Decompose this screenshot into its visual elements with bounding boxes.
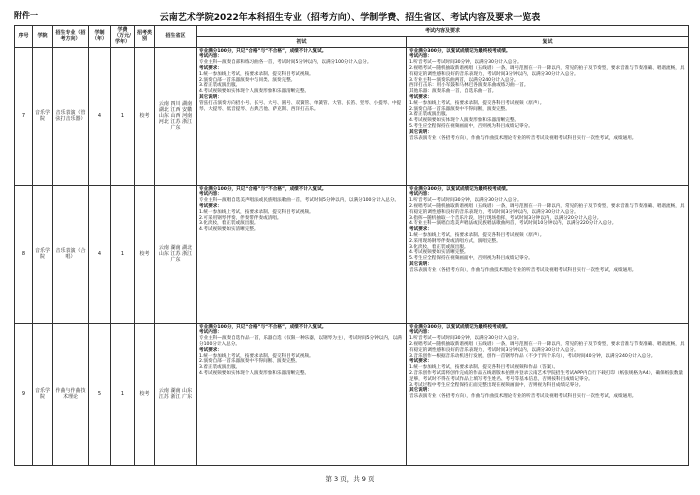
second-line: 3.化淡妆，着正装或演出服。 [409, 244, 469, 250]
row-fee: 1 [111, 47, 135, 185]
second-line: 5.考生应全程保持在视频画面中，否则视为科目成绩记零分。 [409, 123, 533, 129]
first-line: 3.着正装或演出服。 [199, 365, 241, 371]
second-line: 音乐表演专业（各招考方向），作曲与作曲技术理论专业的听音考试及视唱考试科目实行一次性考试，成绩通用。 [409, 394, 637, 400]
row-fee: 1 [111, 185, 135, 323]
first-line: 1.统一参加线上考试，按要求录制、提交科目考试视频。 [199, 71, 314, 77]
header-provinces: 招生省区 [155, 26, 197, 48]
second-line: 4.考试视频要如实清晰完整。 [409, 250, 469, 256]
second-line: 2.视唱考试—随机抽取新谱视唱（五线谱）一条，调号范围在一升一降以内，常见的拍子及节奏型，要求音准与节奏准确、唱谱流畅，具有稳定的调性感和良好的音乐表现力，考试时间3分钟以内，以满分30分计入总分。 [409, 204, 685, 215]
header-exam: 考试内容及要求 [197, 26, 689, 37]
attachment-label: 附件一 [14, 11, 38, 20]
row-duration: 4 [89, 47, 111, 185]
first-line: 1.统一参加线上考试，按要求录制、提交科目考试视频。 [199, 353, 314, 359]
second-line: 3.专业主科—演奏乐曲两首，以满分240分计入总分。 [409, 77, 519, 83]
first-line: 考试内容： [199, 192, 222, 198]
row-duration: 4 [89, 185, 111, 323]
second-line: 2.音乐创作考试需将创作完成的作品五线谱版本拍照并登录云南艺术学院招生考试APP内自行下载打印（纸张规格为A4），确保纸张数量足够，考试时不得在考试作品上填写考生姓名、考号等基本信息，否则按科目成绩记零分。 [409, 370, 684, 382]
second-line: 专业满分300分，以复试成绩记为最终校考成绩。 [409, 48, 511, 54]
header-category: 招考类别 [135, 26, 155, 48]
page-title: 云南艺术学院2022年本科招生专业（招考方向）、学制学费、招生省区、考试内容及要求一览表 [159, 13, 541, 23]
header-duration: 学制（年） [89, 26, 111, 48]
first-line: 其它说明： [199, 94, 222, 100]
second-line: 1.统一参加线上考试，按要求录制、提交各科目考试视频（原声）。 [409, 100, 545, 106]
row-first-content [197, 323, 407, 465]
admissions-table [14, 25, 689, 466]
row-category: 校考 [135, 185, 155, 323]
second-line: 2.视唱考试—随机抽取新谱视唱（五线谱）一条，调号范围在一升一降以内，常见的拍子及节奏型，要求音准与节奏准确、唱谱流畅，具有稳定的调性感和良好的音乐表现力，考试时间3分钟以内，以满分30分计入总分。 [409, 342, 685, 353]
row-major: 作曲与作曲技术理论 [53, 323, 89, 465]
row-provinces: 云南 湖南 湖北 山东 江苏 浙江 广东 [155, 185, 197, 323]
row-second-content [407, 47, 689, 185]
second-line: 考试要求： [409, 227, 432, 233]
second-line: 1.听音考试—考试时间30分钟，以满分30分计入总分。 [409, 198, 522, 204]
second-line: 2.演奏自部一首乐器演奏中不得间断，演奏完整。 [409, 106, 510, 112]
first-line: 1.统一参加线上考试，按要求录制、提交科目考试视频。 [199, 209, 314, 215]
second-line: 其它说明： [409, 129, 432, 135]
second-line: 其它说明： [409, 388, 432, 394]
row-seq: 8 [15, 185, 33, 323]
header-first: 初试 [197, 36, 407, 47]
table-row [15, 47, 689, 185]
row-seq: 7 [15, 47, 33, 185]
first-line: 专业满分100分，只记“合格”与“不合格”，成绩不计入复试。 [199, 324, 327, 330]
row-category: 校考 [135, 47, 155, 185]
first-line: 4.考试视频要如实体现个人演奏形象和乐器清晰完整。 [199, 370, 310, 376]
second-line: 3.着正装或演出服。 [409, 112, 451, 118]
header-fee: 学费（万元/学年） [111, 26, 135, 48]
first-line: 4.考试视频要如实体现个人演奏形象和乐器清晰完整。 [199, 89, 310, 95]
second-line: 考试内容： [409, 54, 432, 60]
first-line: 考试内容： [199, 330, 222, 336]
row-duration: 5 [89, 323, 111, 465]
first-line: 专业主科—演奏自部和练习曲各一首，考试时间5分钟以内，以满分100分计入总分。 [199, 60, 372, 66]
second-line: 3.音乐创作—根据音乐动机进行发展，创作一首钢琴作品（不少于四个乐句），考试时间40分钟，以满分240分计入总分。 [409, 353, 656, 359]
second-line: 其他乐器：演奏乐曲一首，自选乐曲一首。 [409, 89, 497, 95]
row-college: 音乐学院 [33, 185, 53, 323]
first-line: 专业满分100分，只记“合格”与“不合格”，成绩不计入复试。 [199, 48, 327, 54]
row-major: 音乐表演（管弦打击乐器） [53, 47, 89, 185]
first-line: 专业满分100分，只记“合格”与“不合格”，成绩不计入复试。 [199, 186, 327, 192]
row-provinces: 云南 四川 湖南 湖北 江西 安徽 山东 山西 河南 河北 江苏 浙江 广东 [155, 47, 197, 185]
header-seq: 序号 [15, 26, 33, 48]
row-category: 校考 [135, 323, 155, 465]
row-college: 音乐学院 [33, 323, 53, 465]
second-line: 专业满分300分，以复试成绩记为最终校考成绩。 [409, 324, 511, 330]
header-second: 复试 [407, 36, 689, 47]
second-line: 音乐表演专业（各招考方向），作曲与作曲技术理论专业的听音考试及视唱考试科目实行一次性考试，成绩通用。 [409, 135, 637, 141]
table-row [15, 323, 689, 465]
first-line: 考试要求： [199, 66, 222, 71]
second-line: 音乐表演专业（各招考方向），作曲与作曲技术理论专业的听音考试及视唱考试科目实行一次性考试，成绩通用。 [409, 267, 637, 273]
second-line: 专业满分300分，以复试成绩记为最终校考成绩。 [409, 186, 511, 192]
first-line: 专业主科—演奏自选作品一首，乐器自选（仅限一种乐器，以钢琴为主），考试时间5分钟以内，以满分100分计入总分。 [199, 336, 402, 347]
first-line: 2.演奏自部一首乐器演奏中不得间断、演奏完整。 [199, 359, 300, 365]
first-line: 考试要求： [199, 347, 222, 353]
second-line: 3.考试过程中考生应全程保持正面完整出现在视频画面中，否则视为科目成绩记零分。 [409, 382, 584, 388]
first-line: 2.可采用钢琴伴奏、伴奏带伴奏或清唱。 [199, 215, 282, 221]
second-line: 1.统一参加线上考试，按要求录制、提交各科目考试视频（原声）。 [409, 232, 545, 238]
row-first-content [197, 47, 407, 185]
second-line: 2.采用现场钢琴伴奏或清唱方式，演唱完整。 [409, 238, 501, 244]
page-footer: 第 3 页，共 9 页 [325, 475, 375, 483]
second-line: 考试要求： [409, 359, 432, 365]
row-first-content [197, 185, 407, 323]
first-line: 2.演奏自部一首乐器演奏中与同类、演奏完整。 [199, 77, 296, 83]
second-line: 1.听音考试—考试时间30分钟，以满分30分计入总分。 [409, 336, 522, 342]
row-second-content [407, 185, 689, 323]
second-line: 3.指挥—随机抽取一个音乐片段，进行现场指挥，考试时间3分钟以内，以满分20分计入总分。 [409, 215, 602, 221]
second-line: 1.统一参加线上考试，按要求录制、提交各科目考试视频和作品（答案）。 [409, 365, 559, 371]
second-line: 考试内容： [409, 192, 432, 198]
row-second-content [407, 323, 689, 465]
table-row [15, 185, 689, 323]
first-line: 考试要求： [199, 204, 222, 209]
first-line: 4.考试视频要如实清晰完整。 [199, 227, 259, 233]
row-provinces: 云南 湖南 山东 江苏 浙江 广东 [155, 323, 197, 465]
row-college: 音乐学院 [33, 47, 53, 185]
second-line: 其它说明： [409, 261, 432, 267]
second-line: 考试内容： [409, 330, 432, 336]
second-line: 西洋打击乐：用小军鼓和马林巴各演奏乐曲或练习曲一首。 [409, 83, 529, 89]
second-line: 1.听音考试—考试时间30分钟，以满分30分计入总分。 [409, 60, 522, 66]
second-line: 4.考试视频要如实体现个人演奏形象和乐器清晰完整。 [409, 118, 520, 124]
first-line: 3.化淡妆，着正装或演出服。 [199, 221, 259, 227]
second-line: 考试要求： [409, 94, 432, 100]
row-fee: 1 [111, 323, 135, 465]
row-major: 音乐表演（合唱） [53, 185, 89, 323]
second-line: 4.专业主科—演唱自选美声唱法或民族唱法歌曲两首，考试时间10分钟以内，以满分220分计入总分。 [409, 221, 617, 227]
row-seq: 9 [15, 323, 33, 465]
first-line: 专业主科—演唱自选美声唱法或民族唱法歌曲一首，考试时间5分钟以内，以满分100分计入总分。 [199, 198, 400, 204]
first-line: 管弦打击演奏方向招小号、长号、大号、圆号、双簧管、单簧管、大管、长笛、竖琴、小提琴、中提琴、大提琴、低音提琴、古典吉他、萨克斯、西洋打击乐。 [199, 100, 402, 112]
header-college: 学院 [33, 26, 53, 48]
second-line: 2.视唱考试—随机抽取新谱视唱（五线谱）一条，调号范围在一升一降以内，常见的拍子及节奏型，要求音准与节奏准确、唱谱流畅，具有稳定的调性感和良好的音乐表现力，考试时间3分钟以内，以满分30分计入总分。 [409, 66, 685, 77]
header-major: 招生专业（招考方向） [53, 26, 89, 48]
first-line: 考试内容： [199, 54, 222, 60]
second-line: 5.考生应全程保持在视频画面中，否则视为科目成绩记零分。 [409, 256, 533, 262]
first-line: 3.着正装或演出服。 [199, 83, 241, 89]
